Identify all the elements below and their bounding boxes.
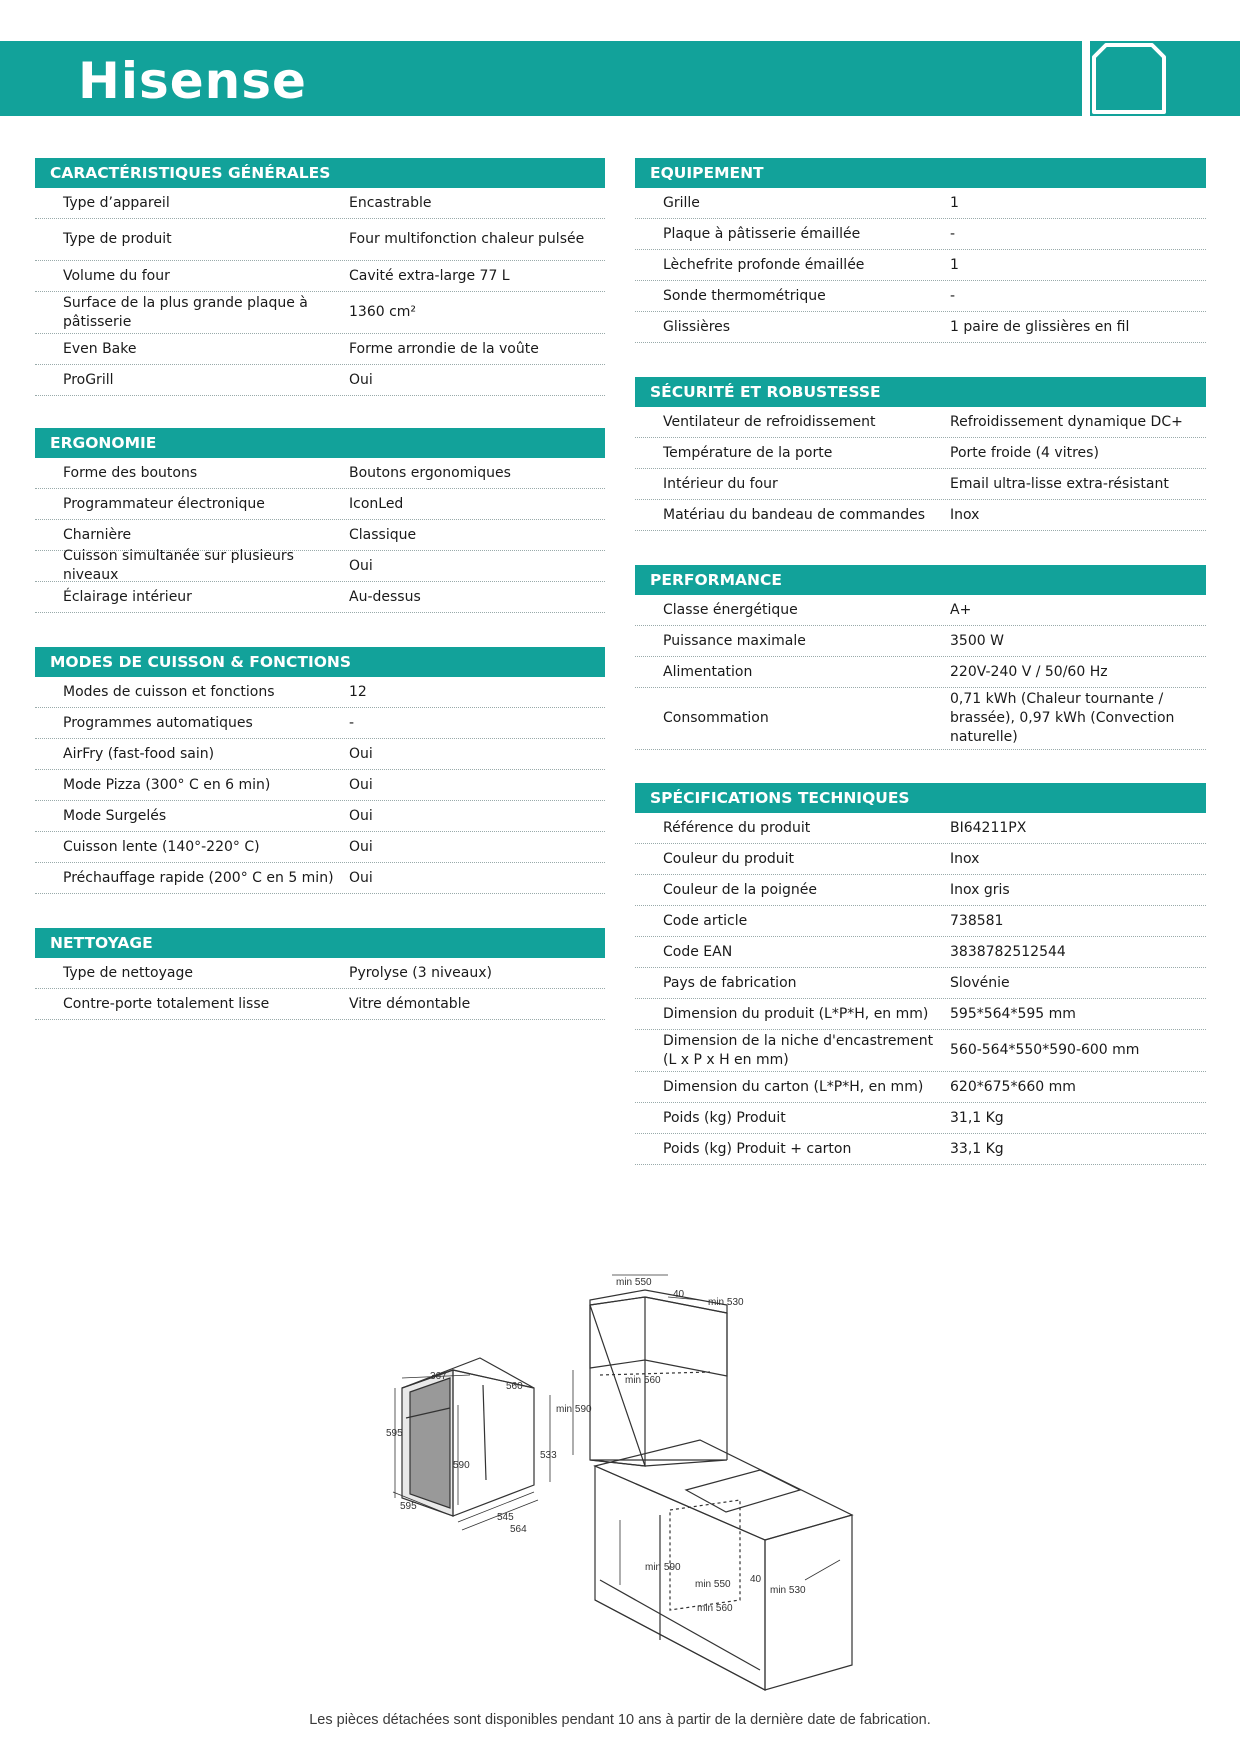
section-title: PERFORMANCE — [635, 565, 1206, 595]
spec-value: 620*675*660 mm — [950, 1078, 1076, 1095]
dim-label-low-min550: min 550 — [695, 1579, 731, 1590]
spec-value: Oui — [349, 557, 373, 574]
spec-label: Glissières — [663, 318, 731, 335]
spec-label: Ventilateur de refroidissement — [663, 413, 876, 430]
spec-label: Cuisson simultanée sur plusieurs niveaux — [63, 548, 294, 583]
spec-value: - — [950, 225, 956, 242]
spec-value: 0,71 kWh (Chaleur tournante / brassée), 0,97 kWh (Convection naturelle) — [950, 691, 1175, 745]
spec-value: Oui — [349, 776, 373, 793]
spec-value: 220V-240 V / 50/60 Hz — [950, 663, 1108, 680]
spec-value: Encastrable — [349, 194, 432, 211]
dim-label-tall-min590: min 590 — [556, 1404, 592, 1415]
spec-label: Puissance maximale — [663, 632, 806, 649]
spec-label: Mode Pizza (300° C en 6 min) — [63, 776, 271, 793]
spec-label: Intérieur du four — [663, 475, 778, 492]
spec-value: Oui — [349, 745, 373, 762]
spec-label: Mode Surgelés — [63, 807, 167, 824]
spec-value: Refroidissement dynamique DC+ — [950, 413, 1183, 430]
spec-label: Grille — [663, 194, 700, 211]
spec-value: 1 — [950, 194, 959, 211]
dim-label-tall-min560: min 560 — [625, 1375, 661, 1386]
spec-value: - — [349, 714, 355, 731]
spec-value: - — [950, 287, 956, 304]
dim-label-tall-min530: min 530 — [708, 1297, 744, 1308]
spec-label: Dimension de la niche d'encastrement (L x P x H en mm) — [663, 1032, 934, 1068]
spec-label: AirFry (fast-food sain) — [63, 745, 215, 762]
dim-label-tall-40: 40 — [673, 1289, 685, 1300]
spec-value: 33,1 Kg — [950, 1140, 1004, 1157]
spec-value: Vitre démontable — [349, 995, 471, 1012]
spec-value: 1360 cm² — [349, 304, 417, 320]
spec-value: Boutons ergonomiques — [349, 464, 511, 481]
spec-value: Au-dessus — [349, 588, 421, 605]
base-cabinet-drawing — [595, 1440, 852, 1690]
section-title: NETTOYAGE — [35, 928, 605, 958]
spec-value: Classique — [349, 526, 417, 543]
spec-label: Charnière — [63, 526, 132, 543]
spec-label: Pays de fabrication — [663, 974, 797, 991]
footer-note: Les pièces détachées sont disponibles pendant 10 ans à partir de la dernière date de fabrication. — [309, 1712, 931, 1728]
dim-label-low-min590: min 590 — [645, 1562, 681, 1573]
dim-label-564: 564 — [510, 1524, 527, 1535]
spec-label: Poids (kg) Produit + carton — [663, 1140, 852, 1157]
dim-label-595-height: 595 — [386, 1428, 403, 1439]
spec-label: Couleur de la poignée — [663, 881, 817, 898]
spec-label: Température de la porte — [663, 444, 833, 461]
spec-value: 3838782512544 — [950, 943, 1066, 960]
spec-label: Modes de cuisson et fonctions — [63, 683, 275, 700]
spec-label: Dimension du produit (L*P*H, en mm) — [663, 1005, 929, 1022]
spec-value: Slovénie — [950, 974, 1010, 991]
section-title: SÉCURITÉ ET ROBUSTESSE — [635, 377, 1206, 407]
spec-label: ProGrill — [63, 371, 114, 388]
spec-value: Pyrolyse (3 niveaux) — [349, 964, 492, 981]
dim-label-low-40: 40 — [750, 1574, 762, 1585]
spec-value: 1 paire de glissières en fil — [950, 318, 1130, 335]
spec-value: Email ultra-lisse extra-résistant — [950, 475, 1169, 492]
spec-value: 560-564*550*590-600 mm — [950, 1042, 1140, 1058]
dim-label-560: 560 — [506, 1381, 523, 1392]
dim-label-545: 545 — [497, 1512, 514, 1523]
spec-label: Forme des boutons — [63, 464, 198, 481]
spec-value: 738581 — [950, 912, 1004, 929]
spec-value: Inox — [950, 850, 980, 867]
spec-value: BI64211PX — [950, 819, 1027, 836]
spec-label: Lèchefrite profonde émaillée — [663, 256, 865, 273]
spec-label: Sonde thermométrique — [663, 287, 826, 304]
section-title: CARACTÉRISTIQUES GÉNÉRALES — [35, 158, 605, 188]
spec-value: Forme arrondie de la voûte — [349, 340, 539, 357]
spec-label: Matériau du bandeau de commandes — [663, 506, 925, 523]
spec-value: 31,1 Kg — [950, 1109, 1004, 1126]
spec-label: Couleur du produit — [663, 850, 795, 867]
spec-label: Code EAN — [663, 943, 733, 960]
spec-label: Even Bake — [63, 340, 137, 357]
spec-value: Inox — [950, 506, 980, 523]
spec-value: A+ — [950, 601, 972, 618]
spec-label: Classe énergétique — [663, 601, 798, 618]
spec-value: Porte froide (4 vitres) — [950, 444, 1099, 461]
spec-label: Programmateur électronique — [63, 495, 265, 512]
spec-value: Cavité extra-large 77 L — [349, 267, 510, 284]
spec-value: 3500 W — [950, 632, 1004, 649]
dim-label-590: 590 — [453, 1460, 470, 1471]
spec-label: Référence du produit — [663, 819, 811, 836]
spec-label: Préchauffage rapide (200° C en 5 min) — [63, 869, 334, 886]
dim-label-tall-min550: min 550 — [616, 1277, 652, 1288]
spec-label: Type de produit — [63, 231, 172, 247]
spec-label: Consommation — [663, 710, 769, 726]
spec-value: Four multifonction chaleur pulsée — [349, 231, 585, 247]
section-title: MODES DE CUISSON & FONCTIONS — [35, 647, 605, 677]
dim-label-low-min560: min 560 — [697, 1603, 733, 1614]
spec-label: Code article — [663, 912, 748, 929]
spec-value: Oui — [349, 838, 373, 855]
spec-value: Inox gris — [950, 881, 1010, 898]
brand-logo: Hisense — [78, 52, 307, 110]
dim-label-low-min530: min 530 — [770, 1585, 806, 1596]
spec-value: Oui — [349, 371, 373, 388]
spec-label: Type de nettoyage — [63, 964, 193, 981]
dim-label-595-width: 595 — [400, 1501, 417, 1512]
spec-value: Oui — [349, 807, 373, 824]
spec-value: Oui — [349, 869, 373, 886]
spec-label: Surface de la plus grande plaque à pâtisserie — [63, 294, 308, 330]
spec-label: Éclairage intérieur — [63, 588, 192, 605]
spec-label: Contre-porte totalement lisse — [63, 995, 270, 1012]
section-title: ERGONOMIE — [35, 428, 605, 458]
tall-cabinet-top-drawing — [590, 1275, 727, 1313]
spec-label: Poids (kg) Produit — [663, 1109, 786, 1126]
section-title: EQUIPEMENT — [635, 158, 1206, 188]
spec-label: Type d’appareil — [63, 194, 170, 211]
spec-value: 595*564*595 mm — [950, 1005, 1076, 1022]
spec-label: Alimentation — [663, 663, 753, 680]
spec-label: Volume du four — [63, 267, 170, 284]
section-title: SPÉCIFICATIONS TECHNIQUES — [635, 783, 1206, 813]
spec-value: 12 — [349, 683, 367, 700]
dim-label-533: 533 — [540, 1450, 557, 1461]
spec-value: IconLed — [349, 495, 404, 512]
spec-label: Programmes automatiques — [63, 714, 253, 731]
spec-label: Cuisson lente (140°-220° C) — [63, 838, 260, 855]
dim-label-367: 367 — [430, 1371, 447, 1382]
spec-value: 1 — [950, 256, 959, 273]
spec-label: Plaque à pâtisserie émaillée — [663, 225, 861, 242]
spec-label: Dimension du carton (L*P*H, en mm) — [663, 1078, 924, 1095]
